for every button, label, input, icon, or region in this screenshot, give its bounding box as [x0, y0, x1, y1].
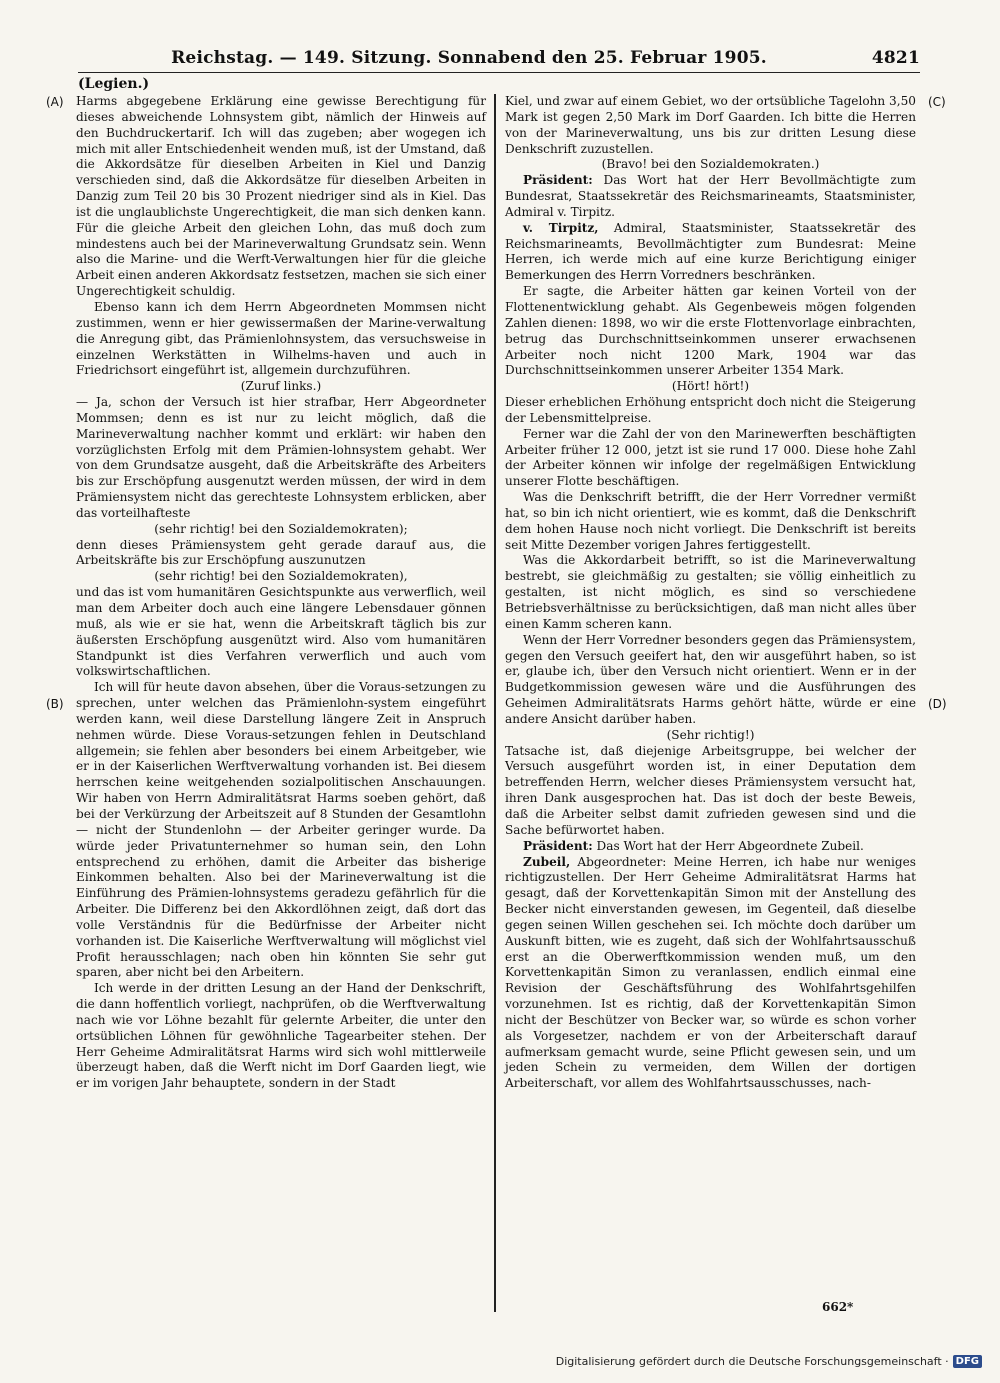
digitization-footer	[556, 1355, 982, 1368]
page-header	[78, 46, 920, 73]
paragraph: Ferner war die Zahl der von den Marinewerften beschäftigten Arbeiter früher 12 000, jetzt ist sie rund 17 000. Diese hohe Zahl der Arbeiter können wir infolge der regelmäßigen Entwicklung unserer Flotte beschäftigen.	[505, 426, 916, 489]
paragraph: Er sagte, die Arbeiter hätten gar keinen Vorteil von der Flottenentwicklung gehabt. Als Gegenbeweis mögen folgenden Zahlen dienen: 1898, wo wir die erste Flottenvorlage einbrachten, betrug das Durchschnittseinkommen unserer erwachsenen Arbeiter noch nicht 1200 Mark, 1904 war das Durchschnittseinkommen unserer Arbeiter 1354 Mark.	[505, 284, 916, 378]
paragraph: Dieser erheblichen Erhöhung entspricht doch nicht die Steigerung der Lebensmittelpreise.	[505, 395, 916, 425]
right-column	[505, 94, 916, 1092]
paragraph: Harms abgegebene Erklärung eine gewisse Berechtigung für dieses abweichende Lohnsystem gibt, nämlich der Hinweis auf den Buchdruckertarif. Ich will das zugeben; aber wogegen ich mich mit aller Entschiedenheit wenden muß, ist der Umstand, daß die Akkordsätze für dieselben Arbeiten in Kiel und Danzig verschieden sind, daß die Akkordsätze für dieselben Arbeiten in Danzig zum Teil 20 bis 30 Prozent niedriger sind als in Kiel. Das ist die unglaublichste Ungerechtigkeit, die man sich denken kann. Für die gleiche Arbeit den gleichen Lohn, das muß doch zum mindestens auch bei der Marineverwaltung Grundsatz sein. Wenn also die Marine- und die Werft-Verwaltungen hier für die gleiche Arbeit einen anderen Akkordsatz festsetzen, machen sie sich einer Ungerechtigkeit schuldig.	[76, 94, 487, 299]
interjection: (Sehr richtig!)	[666, 727, 755, 742]
paragraph: — Ja, schon der Versuch ist hier strafbar, Herr Abgeordneter Mommsen; denn es ist nur zu leicht möglich, daß die Marineverwaltung nachher kommt und erklärt: wir haben den vorzüglichsten Erfolg mit dem Prämien-lohnsystem gehabt. Wer von dem Grundsatze ausgeht, daß die Arbeitskräfte des Arbeiters bis zur Erschöpfung ausgenutzt werden müssen, der wird in dem Prämiensystem nicht das gerechteste Lohnsystem erblicken, aber das vorteilhafteste	[76, 395, 486, 520]
speaker-tag: (Legien.)	[78, 76, 150, 92]
speech-paragraph: Präsident: Das Wort hat der Herr Abgeordnete Zubeil.	[523, 838, 864, 853]
interjection: (sehr richtig! bei den Sozialdemokraten);	[154, 521, 408, 536]
paragraph: Was die Akkordarbeit betrifft, so ist die Marineverwaltung bestrebt, sie gleichmäßig zu gestalten; sie völlig einheitlich zu gestalten, ist nicht möglich, es sind so verschiedene Betriebsverhältnisse zu berücksichtigen, daß man nicht alles über einen Kamm scheren kann.	[505, 553, 916, 631]
margin-marker-a: (A)	[46, 95, 64, 109]
sheet-folio: 662*	[822, 1300, 854, 1314]
speaker-name: v. Tirpitz,	[523, 220, 599, 235]
paragraph: Kiel, und zwar auf einem Gebiet, wo der ortsübliche Tagelohn 3,50 Mark ist gegen 2,50 Mark im Dorf Gaarden. Ich bitte die Herren von der Marineverwaltung, uns bis zur dritten Lesung diese Denkschrift zuzustellen.	[505, 94, 916, 156]
paragraph: Ich will für heute davon absehen, über die Voraus-setzungen zu sprechen, unter welchen das Prämienlohn-system eingeführt werden kann, weil diese Darstellung längere Zeit in Anspruch nehmen würde. Diese Voraus-setzungen fehlen in Deutschland allgemein; sie fehlen aber besonders bei einem Arbeitgeber, wie er in der Kaiserlichen Werftverwaltung vorhanden ist. Bei diesem herrschen keine weitgehenden sozialpolitischen Anschauungen. Wir haben von Herrn Admiralitätsrat Harms soeben gehört, daß bei der Verkürzung der Arbeitszeit auf 8 Stunden der Gesamtlohn — nicht der Stundenlohn — der Arbeiter geringer wurde. Da würde jeder Privatunternehmer so human sein, den Lohn entsprechend zu erhöhen, damit die Arbeiter das bisherige Einkommen behalten. Also bei der Marineverwaltung ist die Einführung des Prämien-lohnsystems geradezu gefährlich für die Arbeiter. Die Differenz bei den Akkordlöhnen zeigt, daß dort das volle Verständnis für die Bedürfnisse der Arbeiter nicht vorhanden ist. Die Kaiserliche Werftverwaltung will möglichst viel Profit herausschlagen; nach oben hin könnten Sie sehr gut sparen, aber nicht bei den Arbeitern.	[76, 680, 486, 980]
left-column	[76, 94, 486, 1092]
speech-paragraph: Präsident: Das Wort hat der Herr Bevollmächtigte zum Bundesrat, Staatssekretär des Reichsmarineamts, Staatsminister, Admiral v. Tirpitz.	[505, 173, 916, 219]
page-number: 4821	[871, 48, 920, 68]
paragraph: Was die Denkschrift betrifft, die der Herr Vorredner vermißt hat, so bin ich nicht orientiert, wie es kommt, daß die Denkschrift dem hohen Hause noch nicht vorliegt. Die Denkschrift ist bereits seit Mitte Dezember vorigen Jahres fertiggestellt.	[505, 490, 916, 552]
speech-paragraph: Zubeil, Abgeordneter: Meine Herren, ich habe nur weniges richtigzustellen. Der Herr Geheime Admiralitätsrat Harms hat gesagt, daß der Korvettenkapitän Simon mit der Anstellung des Becker nicht einverstanden gewesen, im Gegenteil, daß dieselbe gegen seinen Willen geschehen sei. Ich möchte doch darüber um Auskunft bitten, wie es zugeht, daß sich der Wohlfahrtsausschuß erst an die Oberwerftkommission wenden muß, um den Korvettenkapitän Simon zu veranlassen, endlich einmal eine Revision der Geschäftsführung des Wohlfahrtsgehilfen vorzunehmen. Ist es richtig, daß der Korvettenkapitän Simon nicht der Beschützer von Becker war, so würde es schon vorher als Vorgesetzer, nachdem er von der Arbeiterschaft darauf aufmerksam gemacht wurde, seine Pflicht gewesen sein, und um jeden Schein zu vermeiden, dem Willen der dortigen Arbeiterschaft, vor allem des Wohlfahrtsausschusses, nach-	[505, 854, 916, 1091]
margin-marker-b: (B)	[46, 697, 64, 711]
margin-marker-d: (D)	[928, 697, 947, 711]
speaker-name: Präsident:	[523, 838, 593, 853]
paragraph: Ich werde in der dritten Lesung an der Hand der Denkschrift, die dann hoffentlich vorliegt, nachprüfen, ob die Werftverwaltung nach wie vor Löhne bezahlt für gelernte Arbeiter, die unter den ortsüblichen Löhnen für gewöhnliche Tagearbeiter stehen. Der Herr Geheime Admiralitätsrat Harms wird sich wohl mittlerweile überzeugt haben, daß die Werft nicht im Dorf Gaarden liegt, wie er im vorigen Jahr behauptete, sondern in der Stadt	[76, 981, 486, 1091]
column-divider	[494, 94, 496, 1312]
interjection: (Bravo! bei den Sozialdemokraten.)	[601, 157, 820, 172]
interjection: (Zuruf links.)	[240, 379, 322, 394]
interjection: (Hört! hört!)	[671, 379, 750, 394]
paragraph: Wenn der Herr Vorredner besonders gegen das Prämiensystem, gegen den Versuch geeifert hat, den wir ausgeführt haben, so ist er, glaube ich, über den Versuch nicht orientiert. Wenn er in der Budgetkommission gewesen wäre und die Ausführungen des Geheimen Admiralitätsrats Harms gehört hätte, würde er eine andere Ansicht darüber haben.	[505, 632, 916, 726]
paragraph: und das ist vom humanitären Gesichtspunkte aus verwerflich, weil man dem Arbeiter doch auch eine längere Lebensdauer gönnen muß, als wie er sie hat, wenn die Arbeitskraft täglich bis zur äußersten Erschöpfung ausgenützt wird. Also vom humanitären Standpunkt ist dies Verfahren verwerflich und auch vom volkswirtschaftlichen.	[76, 585, 486, 679]
paragraph: denn dieses Prämiensystem geht gerade darauf aus, die Arbeitskräfte bis zur Erschöpfung auszunutzen	[76, 537, 486, 568]
margin-marker-c: (C)	[928, 95, 946, 109]
dfg-logo: DFG	[953, 1355, 982, 1368]
speech-paragraph: v. Tirpitz, Admiral, Staatsminister, Staatssekretär des Reichsmarineamts, Bevollmächtigter zum Bundesrat: Meine Herren, ich werde mich auf eine kurze Berichtigung einiger Bemerkungen des Herrn Vorredners beschränken.	[505, 220, 916, 283]
paragraph: Tatsache ist, daß diejenige Arbeitsgruppe, bei welcher der Versuch ausgeführt worden ist, in einer Deputation dem betreffenden Herrn, welcher dieses Prämiensystem versucht hat, ihren Dank ausgesprochen hat. Das ist doch der beste Beweis, daß die Arbeiter selbst damit zufrieden gewesen sind und die Sache befürwortet haben.	[505, 743, 916, 837]
paragraph: Ebenso kann ich dem Herrn Abgeordneten Mommsen nicht zustimmen, wenn er hier gewissermaßen der Marine-verwaltung die Anregung gibt, das Prämienlohnsystem, das versuchsweise in einzelnen Werkstätten in Wilhelms-haven und auch in Friedrichsort eingeführt ist, allgemein durchzuführen.	[76, 299, 486, 378]
footer-text: Digitalisierung gefördert durch die Deutsche Forschungsgemeinschaft ·	[555, 1355, 949, 1368]
running-title: Reichstag. — 149. Sitzung. Sonnabend den 25. Februar 1905.	[171, 48, 767, 68]
speaker-name: Zubeil,	[523, 854, 571, 869]
speaker-name: Präsident:	[523, 173, 593, 188]
interjection: (sehr richtig! bei den Sozialdemokraten),	[154, 569, 408, 584]
